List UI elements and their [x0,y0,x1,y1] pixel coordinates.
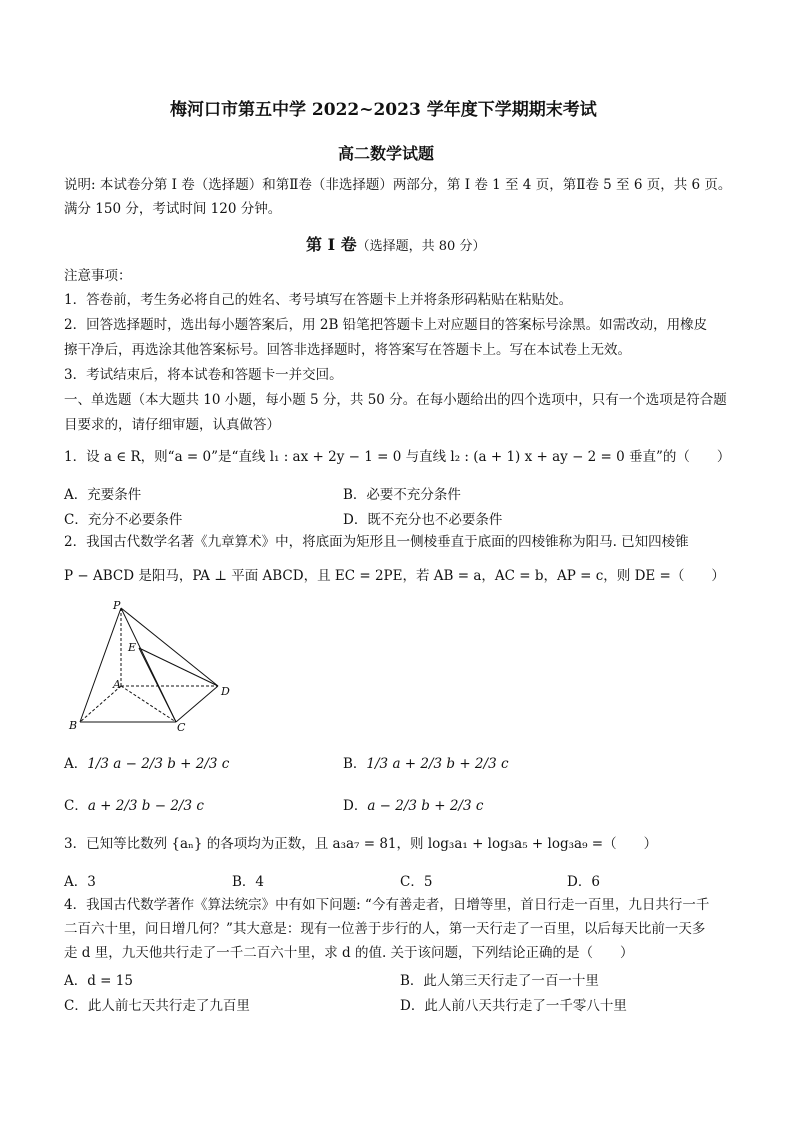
label-p: P [113,599,121,612]
q3-option-d: D．6 [567,874,600,890]
q4-option-b: B．此人第三天行走了一百一十里 [400,973,599,989]
label-d: D [221,685,230,698]
q2-option-d-label: D． [343,798,368,814]
q2-option-c-expr: a + 2/3 b − 2/3 c [87,798,204,814]
q3-option-b: B．4 [232,874,265,890]
section-note: （选择题，共 80 分） [356,239,486,254]
q2-option-c-label: C． [64,798,88,814]
q4-option-a: A．d = 15 [64,973,133,989]
q2-stem-2: P − ABCD 是阳马，PA ⊥ 平面 ABCD，且 EC = 2PE，若 AB = a，AC = b，AP = c，则 DE =（ ） [64,568,725,584]
q4-option-d: D．此人前八天共行走了一千零八十里 [400,998,627,1014]
q3-stem: 3．已知等比数列 {aₙ} 的各项均为正数，且 a₃a₇ = 81，则 log₃a₁ + log₃a₅ + log₃a₉ =（ ） [64,836,658,852]
intro-line-2: 满分 150 分，考试时间 120 分钟。 [64,201,282,217]
q2-option-c [64,794,204,814]
q1-option-c: C．充分不必要条件 [64,512,183,528]
q2-option-a-expr: 1/3 a − 2/3 b + 2/3 c [87,756,230,772]
notes-heading: 注意事项： [64,268,132,284]
edge-cd [176,686,218,722]
q4-line-3: 走 d 里，九天他共行走了一千二百六十里，求 d 的值. 关于该问题，下列结论正确的是（ ） [64,945,634,961]
q3-option-c: C．5 [400,874,433,890]
exam-title: 梅河口市第五中学 2022~2023 学年度下学期期末考试 [170,100,597,120]
q2-option-d [343,794,483,814]
label-b: B [69,719,78,732]
label-e: E [128,641,137,654]
q3-option-a: A．3 [64,874,96,890]
label-c: C [177,721,186,734]
edge-pb [80,608,121,722]
q2-option-b-label: B． [343,756,367,772]
note-1: 1．答卷前，考生务必将自己的姓名、考号填写在答题卡上并将条形码粘贴在粘贴处。 [64,292,573,308]
label-a: A [113,678,121,691]
q2-option-b [343,752,509,772]
q4-line-1: 4．我国古代数学著作《算法统宗》中有如下问题: “今有善走者，日增等里，首日行走一百里，九日共行一千 [64,897,710,913]
q2-option-b-expr: 1/3 a + 2/3 b + 2/3 c [366,756,509,772]
intro-line-1: 说明: 本试卷分第 I 卷（选择题）和第Ⅱ卷（非选择题）两部分，第 I 卷 1 至 4 页，第Ⅱ卷 5 至 6 页，共 6 页。 [64,177,732,193]
q1-option-b: B．必要不充分条件 [343,487,461,503]
section-title: 第 I 卷 [306,235,357,254]
part1-line-2: 目要求的，请仔细审题，认真做答） [64,417,280,433]
pyramid-figure [64,598,244,738]
q2-option-d-expr: a − 2/3 b + 2/3 c [367,798,484,814]
exam-subtitle: 高二数学试题 [338,144,435,163]
note-3: 3．考试结束后，将本试卷和答题卡一并交回。 [64,367,343,383]
note-2a: 2．回答选择题时，选出每小题答案后，用 2B 铅笔把答题卡上对应题目的答案标号涂黑。如需改动，用橡皮 [64,317,708,333]
q1-option-a: A．充要条件 [64,487,142,503]
q1-option-d: D．既不充分也不必要条件 [343,512,503,528]
section-heading [306,232,485,255]
q2-stem-1: 2．我国古代数学名著《九章算术》中，将底面为矩形且一侧棱垂直于底面的四棱锥称为阳马. 已知四棱锥 [64,534,689,550]
note-2b: 擦干净后，再选涂其他答案标号。回答非选择题时，将答案写在答题卡上。写在本试卷上无效。 [64,342,631,358]
q2-option-a-label: A． [64,756,88,772]
q2-option-a [64,752,229,772]
part1-line-1: 一、单选题（本大题共 10 小题，每小题 5 分，共 50 分。在每小题给出的四个选项中，只有一个选项是符合题 [64,392,727,408]
edge-ec [139,648,176,722]
q4-line-2: 二百六十里，问日增几何？”其大意是：现有一位善于步行的人，第一天行走了一百里，以后每天比前一天多 [64,921,706,937]
q4-option-c: C．此人前七天共行走了九百里 [64,998,250,1014]
q1-stem: 1．设 a ∈ R，则“a = 0”是“直线 l₁ : ax + 2y − 1 = 0 与直线 l₂ : (a + 1) x + ay − 2 = 0 垂直”的（ ） [64,449,731,465]
